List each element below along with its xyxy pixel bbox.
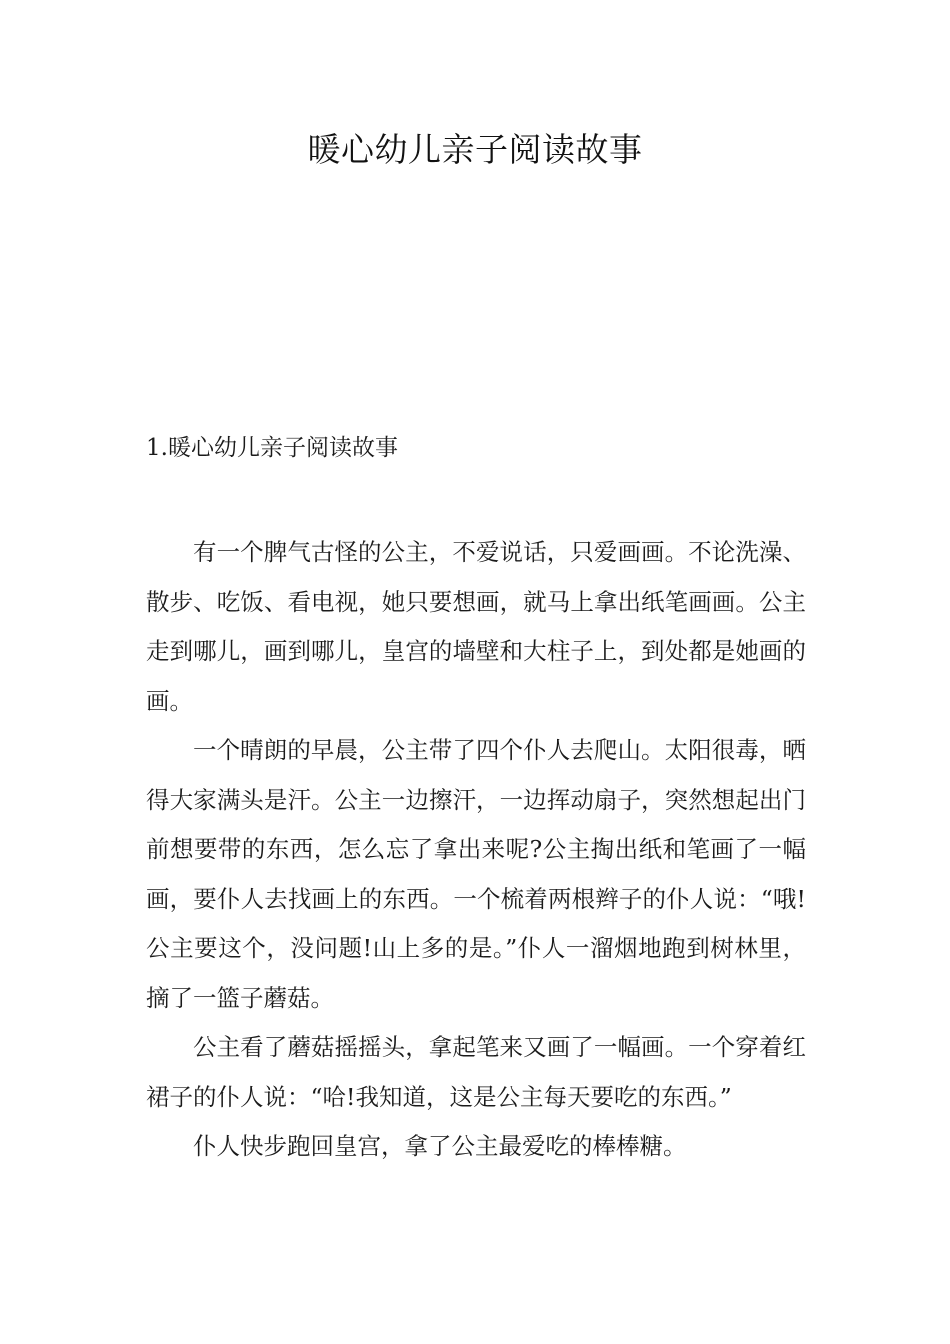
paragraph: 公主看了蘑菇摇摇头，拿起笔来又画了一幅画。一个穿着红裙子的仆人说：“哈!我知道，这是公主每天要吃的东西。”	[146, 1033, 806, 1111]
paragraph: 有一个脾气古怪的公主，不爱说话，只爱画画。不论洗澡、散步、吃饭、看电视，她只要想画，就马上拿出纸笔画画。公主走到哪儿，画到哪儿，皇宫的墙壁和大柱子上，到处都是她画的画。	[146, 538, 806, 715]
paragraph: 仆人快步跑回皇宫，拿了公主最爱吃的棒棒糖。	[193, 1132, 687, 1160]
story-body	[146, 528, 806, 1172]
paragraph: 一个晴朗的早晨，公主带了四个仆人去爬山。太阳很毒，晒得大家满头是汗。公主一边擦汗，一边挥动扇子，突然想起出门前想要带的东西，怎么忘了拿出来呢?公主掏出纸和笔画了一幅画，要仆人去找画上的东西。一个梳着两根辫子的仆人说：“哦!公主要这个，没问题!山上多的是。”仆人一溜烟地跑到树林里，摘了一篮子蘑菇。	[146, 736, 806, 1012]
document-title: 暖心幼儿亲子阅读故事	[307, 130, 643, 169]
section-heading: 1.暖心幼儿亲子阅读故事	[146, 435, 398, 461]
